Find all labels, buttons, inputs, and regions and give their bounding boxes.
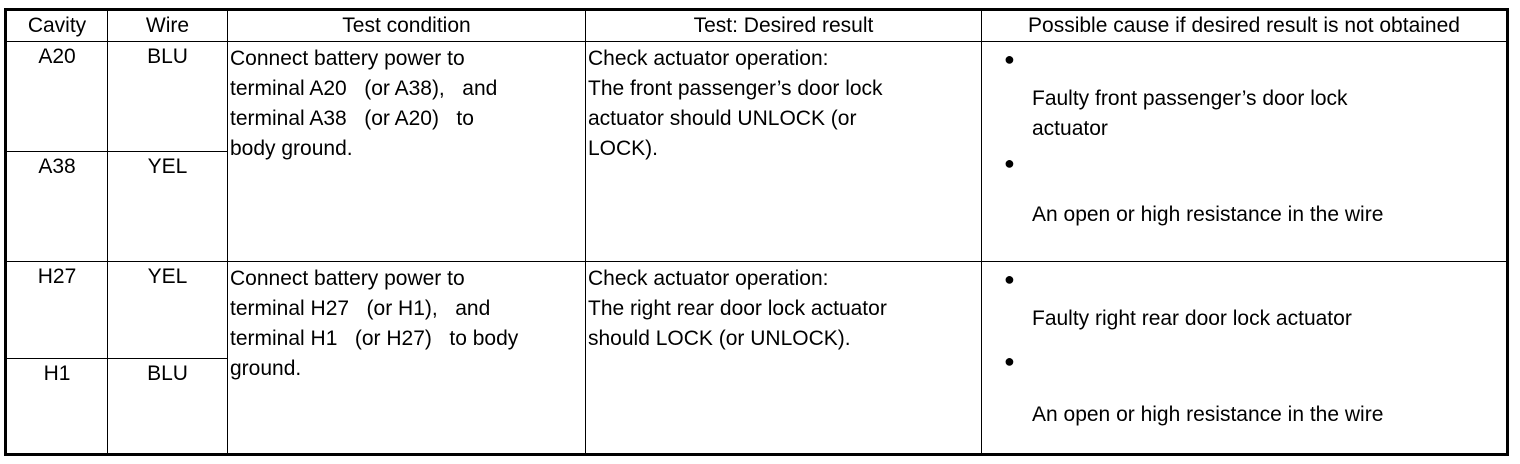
cavity-cell: H27 xyxy=(6,262,108,358)
possible-cause-cell xyxy=(982,42,1508,262)
condition-line: terminal A38 (or A20) to xyxy=(230,107,474,130)
wire-cell: BLU xyxy=(108,358,228,454)
header-row xyxy=(6,10,1508,42)
wire-cell: BLU xyxy=(108,42,228,152)
cause-text: An open or high resistance in the wire xyxy=(1032,203,1384,226)
condition-line: Connect battery power to xyxy=(230,267,465,291)
test-condition-cell xyxy=(228,262,586,455)
condition-line: ground. xyxy=(230,357,302,381)
header-desired-result: Test: Desired result xyxy=(586,10,982,42)
condition-line: terminal H27 (or H1), and xyxy=(230,297,491,321)
result-line: LOCK). xyxy=(588,137,659,160)
bullet-icon: ● xyxy=(1004,351,1015,372)
bullet-icon: ● xyxy=(1004,269,1015,290)
table-row xyxy=(6,262,1508,358)
cause-text: actuator xyxy=(1032,117,1108,140)
result-line: Check actuator operation: xyxy=(588,267,829,291)
cause-item xyxy=(982,334,1506,430)
bullet-icon: ● xyxy=(1004,49,1015,69)
desired-result-cell xyxy=(586,42,982,262)
connector-test-table xyxy=(4,8,1509,456)
cause-item xyxy=(982,144,1506,230)
desired-result-cell xyxy=(586,262,982,455)
result-line: actuator should UNLOCK (or xyxy=(588,107,857,130)
header-wire: Wire xyxy=(108,10,228,42)
test-condition-cell xyxy=(228,42,586,262)
wire-cell: YEL xyxy=(108,262,228,358)
cause-item xyxy=(982,42,1506,144)
result-line: The front passenger’s door lock xyxy=(588,77,883,100)
cavity-cell: A20 xyxy=(6,42,108,152)
condition-line: terminal A20 (or A38), and xyxy=(230,77,498,100)
condition-line: Connect battery power to xyxy=(230,47,465,70)
header-cavity: Cavity xyxy=(6,10,108,42)
header-test-condition: Test condition xyxy=(228,10,586,42)
cause-text: Faulty front passenger’s door lock xyxy=(1032,87,1348,110)
wire-cell: YEL xyxy=(108,151,228,262)
condition-line: body ground. xyxy=(230,137,353,160)
table-row xyxy=(6,42,1508,152)
cause-text: Faulty right rear door lock actuator xyxy=(1032,307,1352,331)
bullet-icon: ● xyxy=(1004,153,1015,173)
cause-text: An open or high resistance in the wire xyxy=(1032,403,1384,427)
result-line: The right rear door lock actuator xyxy=(588,297,887,321)
result-line: should LOCK (or UNLOCK). xyxy=(588,327,851,351)
cause-item xyxy=(982,262,1506,334)
cavity-cell: H1 xyxy=(6,358,108,454)
possible-cause-cell xyxy=(982,262,1508,455)
result-line: Check actuator operation: xyxy=(588,47,829,70)
header-possible-cause: Possible cause if desired result is not obtained xyxy=(982,10,1508,42)
condition-line: terminal H1 (or H27) to body xyxy=(230,327,519,351)
cavity-cell: A38 xyxy=(6,151,108,262)
